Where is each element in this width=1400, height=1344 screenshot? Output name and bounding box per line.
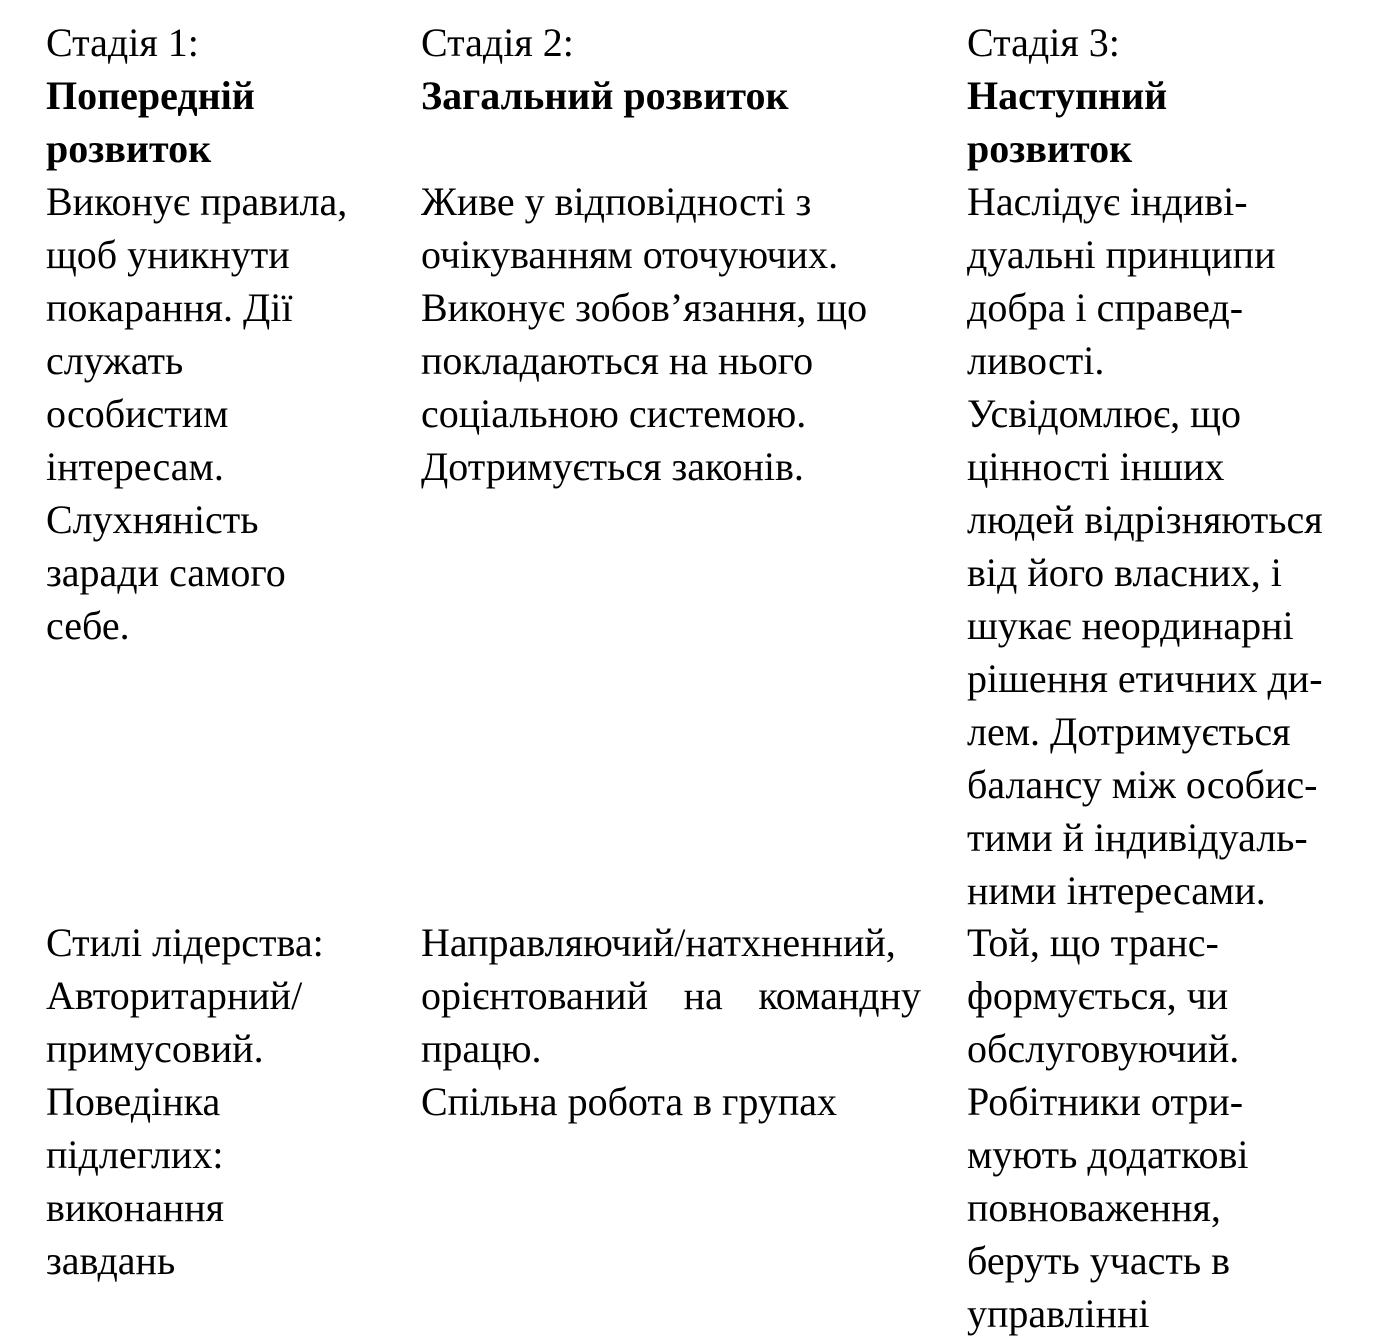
stage-2-description-line: Дотримується законів. <box>421 444 804 489</box>
stage-2-title-line: Загальний розвиток <box>421 73 789 118</box>
stage-1-description-line: служать <box>46 338 184 383</box>
stage-3-description-line: тими й індивідуаль- <box>967 815 1308 860</box>
stage-1-leadership-line: Авторитарний/ <box>46 973 303 1018</box>
stage-3-description-line: добра і справед- <box>967 285 1244 330</box>
stage-3-title-line: Наступний <box>967 73 1168 118</box>
stage-3-description-line: ливості. <box>967 338 1105 383</box>
stage-1-title-line: Попередній <box>46 73 255 118</box>
stage-2-label: Стадія 2: <box>421 20 574 65</box>
stage-1-leadership-line: Поведінка <box>46 1079 221 1124</box>
stage-1-leadership-line: завдань <box>46 1238 176 1283</box>
stage-1-label: Стадія 1: <box>46 20 199 65</box>
stage-3-description-line: цінності інших <box>967 444 1225 489</box>
stage-2-description-line: покладаються на нього <box>421 338 814 383</box>
stage-1-description-line: Слухняність <box>46 497 259 542</box>
stage-2-leadership <box>421 916 921 1128</box>
stage-2-column <box>421 16 921 493</box>
stage-2-leadership-line: Направляючий/натхненний, <box>421 920 896 965</box>
stage-3-description-line: рішення етичних ди- <box>967 656 1323 701</box>
stage-1-description-line: особистим <box>46 391 229 436</box>
stage-3-leadership-line: обслуговуючий. <box>967 1026 1240 1071</box>
stage-3-description-line: ними інтересами. <box>967 868 1266 913</box>
stage-3-description-line: дуальні принципи <box>967 232 1276 277</box>
stage-1-description-line: себе. <box>46 603 130 648</box>
stage-3-leadership-line: управлінні <box>967 1291 1150 1336</box>
stage-3-leadership-line: Той, що транс- <box>967 920 1219 965</box>
stage-3-leadership-line: Робітники отри- <box>967 1079 1244 1124</box>
stage-3-leadership-line: повноваження, <box>967 1185 1221 1230</box>
stage-1-leadership-line: виконання <box>46 1185 225 1230</box>
stage-2-leadership-line: працю. <box>421 1026 542 1071</box>
stage-3-description-line: шукає неординарні <box>967 603 1294 648</box>
stage-3-column <box>967 16 1357 917</box>
stage-3-leadership-line: формується, чи <box>967 973 1229 1018</box>
stage-3-description-line: Усвідомлює, що <box>967 391 1241 436</box>
stage-2-description-line: Живе у відповідності з <box>421 179 812 224</box>
stage-1-description-line: інтересам. <box>46 444 224 489</box>
stage-1-description-line: покарання. Дії <box>46 285 293 330</box>
stage-3-description-line: балансу між особис- <box>967 762 1318 807</box>
stage-2-description-line: соціальною системою. <box>421 391 807 436</box>
stage-3-description-line: Наслідує індиві- <box>967 179 1248 224</box>
stage-2-description-line: Виконує зобов’язання, що <box>421 285 868 330</box>
stage-1-leadership-line: примусовий. <box>46 1026 264 1071</box>
stage-3-description-line: від його власних, і <box>967 550 1282 595</box>
stage-3-leadership <box>967 916 1357 1340</box>
stage-2-description-line: очікуванням оточуючих. <box>421 232 839 277</box>
stage-1-leadership <box>46 916 386 1287</box>
stage-3-title-line: розвиток <box>967 126 1133 171</box>
stage-2-leadership-line: Спільна робота в групах <box>421 1079 838 1124</box>
stage-2-title-spacer <box>421 122 921 175</box>
stage-3-leadership-line: мують додаткові <box>967 1132 1249 1177</box>
stage-3-description-line: лем. Дотримується <box>967 709 1291 754</box>
stage-3-leadership-line: беруть участь в <box>967 1238 1231 1283</box>
stage-1-description-line: щоб уникнути <box>46 232 290 277</box>
stage-2-leadership-line: орієнтований на командну <box>421 973 921 1018</box>
stage-1-leadership-line: підлеглих: <box>46 1132 224 1177</box>
stage-1-title-line: розвиток <box>46 126 212 171</box>
stage-3-label: Стадія 3: <box>967 20 1120 65</box>
stage-1-description-line: Виконує правила, <box>46 179 348 224</box>
stage-1-column <box>46 16 386 652</box>
stage-1-description-line: заради самого <box>46 550 286 595</box>
stage-3-description-line: людей відрізняються <box>967 497 1323 542</box>
stage-1-leadership-line: Стилі лідерства: <box>46 920 324 965</box>
